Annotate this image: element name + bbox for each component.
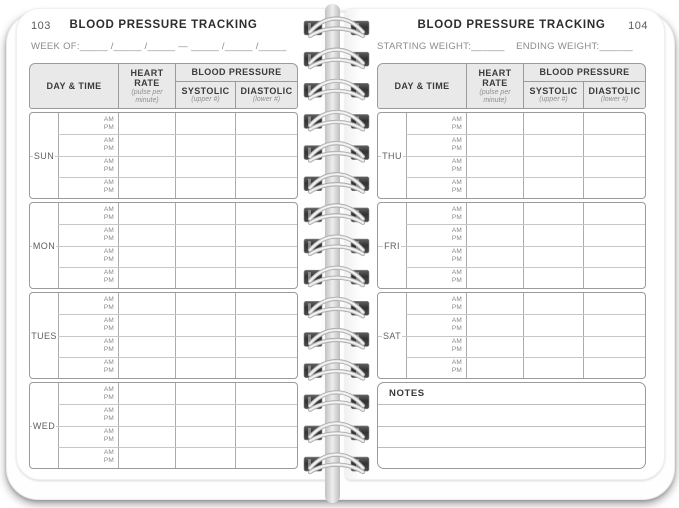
pm-label: PM — [103, 367, 114, 375]
page-title: BLOOD PRESSURE TRACKING — [69, 19, 258, 31]
ending-weight-label: ENDING WEIGHT: — [516, 41, 600, 52]
am-label: AM — [451, 226, 462, 234]
header-cell-blood-pressure — [176, 64, 297, 108]
pm-label: PM — [103, 324, 114, 332]
day-block — [29, 292, 298, 379]
bp-table-right — [377, 63, 646, 469]
day-label-wrap — [30, 417, 58, 435]
entry-row — [406, 357, 466, 378]
day-label: FRI — [383, 237, 401, 255]
header-cell-diastolic — [584, 82, 645, 108]
entry-rows — [58, 293, 118, 378]
header-cell-day-time — [30, 64, 119, 108]
entry-rows — [58, 113, 118, 198]
pm-label: PM — [451, 144, 462, 152]
entry-rows — [406, 203, 466, 288]
diastolic-sublabel: (lower #) — [252, 96, 281, 103]
week-of-line — [31, 41, 287, 55]
am-label: AM — [451, 179, 462, 187]
week-of-label: WEEK OF: — [31, 41, 80, 52]
header-cell-heart-rate — [119, 64, 176, 108]
heart-rate-sublabel: (pulse per minute) — [479, 88, 511, 104]
entry-row — [406, 156, 466, 177]
ending-weight-blank: ______ — [599, 41, 633, 52]
left-page-header — [17, 19, 335, 35]
day-block — [29, 202, 298, 289]
am-label: AM — [451, 115, 462, 123]
am-label: AM — [103, 316, 114, 324]
entry-row — [58, 383, 118, 404]
entry-row — [58, 177, 118, 198]
header-cell-systolic — [524, 82, 584, 108]
day-block — [377, 202, 646, 289]
right-page — [345, 8, 665, 480]
entry-row — [58, 293, 118, 314]
entry-row — [58, 357, 118, 378]
am-label: AM — [103, 269, 114, 277]
blood-pressure-label: BLOOD PRESSURE — [539, 67, 630, 78]
day-label: TUES — [30, 327, 58, 345]
pm-label: PM — [451, 367, 462, 375]
am-label: AM — [103, 359, 114, 367]
entry-row — [406, 134, 466, 155]
am-label: AM — [451, 269, 462, 277]
am-label: AM — [103, 385, 114, 393]
pm-label: PM — [451, 256, 462, 264]
entry-row — [58, 134, 118, 155]
am-label: AM — [451, 136, 462, 144]
day-label-wrap — [30, 237, 58, 255]
day-label: MON — [32, 237, 56, 255]
header-cell-day-time — [378, 64, 467, 108]
week-of-blanks: _____ /_____ /_____ — _____ /_____ /_____ — [79, 41, 287, 52]
entry-row — [406, 314, 466, 335]
entry-row — [58, 203, 118, 224]
am-label: AM — [103, 428, 114, 436]
am-label: AM — [103, 179, 114, 187]
pm-label: PM — [451, 187, 462, 195]
notes-line — [378, 447, 645, 448]
right-page-header — [346, 19, 664, 35]
notes-label: NOTES — [389, 388, 425, 399]
notes-line — [378, 426, 645, 427]
am-label: AM — [451, 205, 462, 213]
am-label: AM — [451, 295, 462, 303]
diastolic-sublabel: (lower #) — [600, 96, 629, 103]
day-block — [29, 382, 298, 469]
notes-section — [377, 382, 646, 469]
entry-row — [58, 447, 118, 468]
am-label: AM — [103, 248, 114, 256]
am-label: AM — [103, 115, 114, 123]
entry-row — [406, 177, 466, 198]
pm-label: PM — [451, 346, 462, 354]
blood-pressure-title — [524, 64, 645, 82]
table-header — [29, 63, 298, 109]
starting-weight-label: STARTING WEIGHT: — [377, 41, 472, 52]
entry-rows — [58, 383, 118, 468]
pm-label: PM — [103, 213, 114, 221]
pm-label: PM — [103, 414, 114, 422]
entry-row — [58, 314, 118, 335]
pm-label: PM — [103, 187, 114, 195]
entry-row — [406, 224, 466, 245]
pm-label: PM — [451, 234, 462, 242]
notes-line — [378, 404, 645, 405]
entry-row — [58, 246, 118, 267]
entry-row — [406, 336, 466, 357]
am-label: AM — [451, 158, 462, 166]
diastolic-label: DIASTOLIC — [588, 85, 641, 96]
pm-label: PM — [451, 303, 462, 311]
pm-label: PM — [103, 277, 114, 285]
day-label: THU — [381, 147, 403, 165]
entry-row — [406, 246, 466, 267]
entry-row — [58, 224, 118, 245]
day-time-label: DAY & TIME — [394, 80, 450, 91]
systolic-label: SYSTOLIC — [181, 85, 230, 96]
entry-rows — [406, 293, 466, 378]
pm-label: PM — [103, 303, 114, 311]
blood-pressure-columns — [176, 82, 297, 108]
am-label: AM — [451, 316, 462, 324]
am-label: AM — [451, 338, 462, 346]
am-label: AM — [103, 338, 114, 346]
am-label: AM — [451, 248, 462, 256]
spiral-binding — [290, 0, 390, 508]
page-number: 103 — [31, 20, 51, 32]
pm-label: PM — [103, 234, 114, 242]
systolic-sublabel: (upper #) — [539, 96, 568, 103]
blood-pressure-columns — [524, 82, 645, 108]
bp-table-left — [29, 63, 298, 469]
pm-label: PM — [103, 166, 114, 174]
entry-row — [406, 293, 466, 314]
day-label-wrap — [30, 147, 58, 165]
day-label: SAT — [382, 327, 402, 345]
blood-pressure-title — [176, 64, 297, 82]
day-label-wrap — [30, 327, 58, 345]
entry-row — [406, 113, 466, 134]
day-block — [377, 292, 646, 379]
pm-label: PM — [103, 256, 114, 264]
systolic-sublabel: (upper #) — [191, 96, 220, 103]
page-title: BLOOD PRESSURE TRACKING — [417, 19, 606, 31]
am-label: AM — [103, 226, 114, 234]
header-cell-diastolic — [236, 82, 297, 108]
weight-line — [377, 41, 633, 55]
pm-label: PM — [451, 277, 462, 285]
heart-rate-label: HEART RATE — [130, 67, 164, 88]
am-label: AM — [103, 136, 114, 144]
entry-row — [58, 404, 118, 425]
heart-rate-label: HEART RATE — [478, 67, 512, 88]
header-cell-blood-pressure — [524, 64, 645, 108]
pm-label: PM — [103, 144, 114, 152]
pm-label: PM — [451, 324, 462, 332]
entry-row — [58, 336, 118, 357]
systolic-label: SYSTOLIC — [529, 85, 578, 96]
am-label: AM — [103, 295, 114, 303]
entry-row — [58, 267, 118, 288]
page-number: 104 — [628, 20, 648, 32]
header-cell-systolic — [176, 82, 236, 108]
pm-label: PM — [103, 436, 114, 444]
left-page — [16, 8, 336, 480]
heart-rate-sublabel: (pulse per minute) — [131, 88, 163, 104]
entry-row — [58, 113, 118, 134]
header-cell-heart-rate — [467, 64, 524, 108]
pm-label: PM — [103, 393, 114, 401]
am-label: AM — [103, 449, 114, 457]
pm-label: PM — [451, 123, 462, 131]
entry-row — [58, 156, 118, 177]
table-header — [377, 63, 646, 109]
day-block — [377, 112, 646, 199]
pm-label: PM — [103, 346, 114, 354]
pm-label: PM — [451, 166, 462, 174]
entry-row — [58, 426, 118, 447]
entry-row — [406, 203, 466, 224]
am-label: AM — [103, 158, 114, 166]
entry-row — [406, 267, 466, 288]
starting-weight-blank: ______ — [471, 41, 505, 52]
day-stack — [29, 112, 298, 469]
day-label: WED — [32, 417, 56, 435]
pm-label: PM — [451, 213, 462, 221]
pm-label: PM — [103, 457, 114, 465]
day-time-label: DAY & TIME — [46, 80, 102, 91]
day-block — [29, 112, 298, 199]
day-stack — [377, 112, 646, 469]
pm-label: PM — [103, 123, 114, 131]
diastolic-label: DIASTOLIC — [240, 85, 293, 96]
entry-rows — [58, 203, 118, 288]
day-label: SUN — [33, 147, 55, 165]
blood-pressure-label: BLOOD PRESSURE — [191, 67, 282, 78]
entry-rows — [406, 113, 466, 198]
am-label: AM — [103, 406, 114, 414]
am-label: AM — [103, 205, 114, 213]
am-label: AM — [451, 359, 462, 367]
